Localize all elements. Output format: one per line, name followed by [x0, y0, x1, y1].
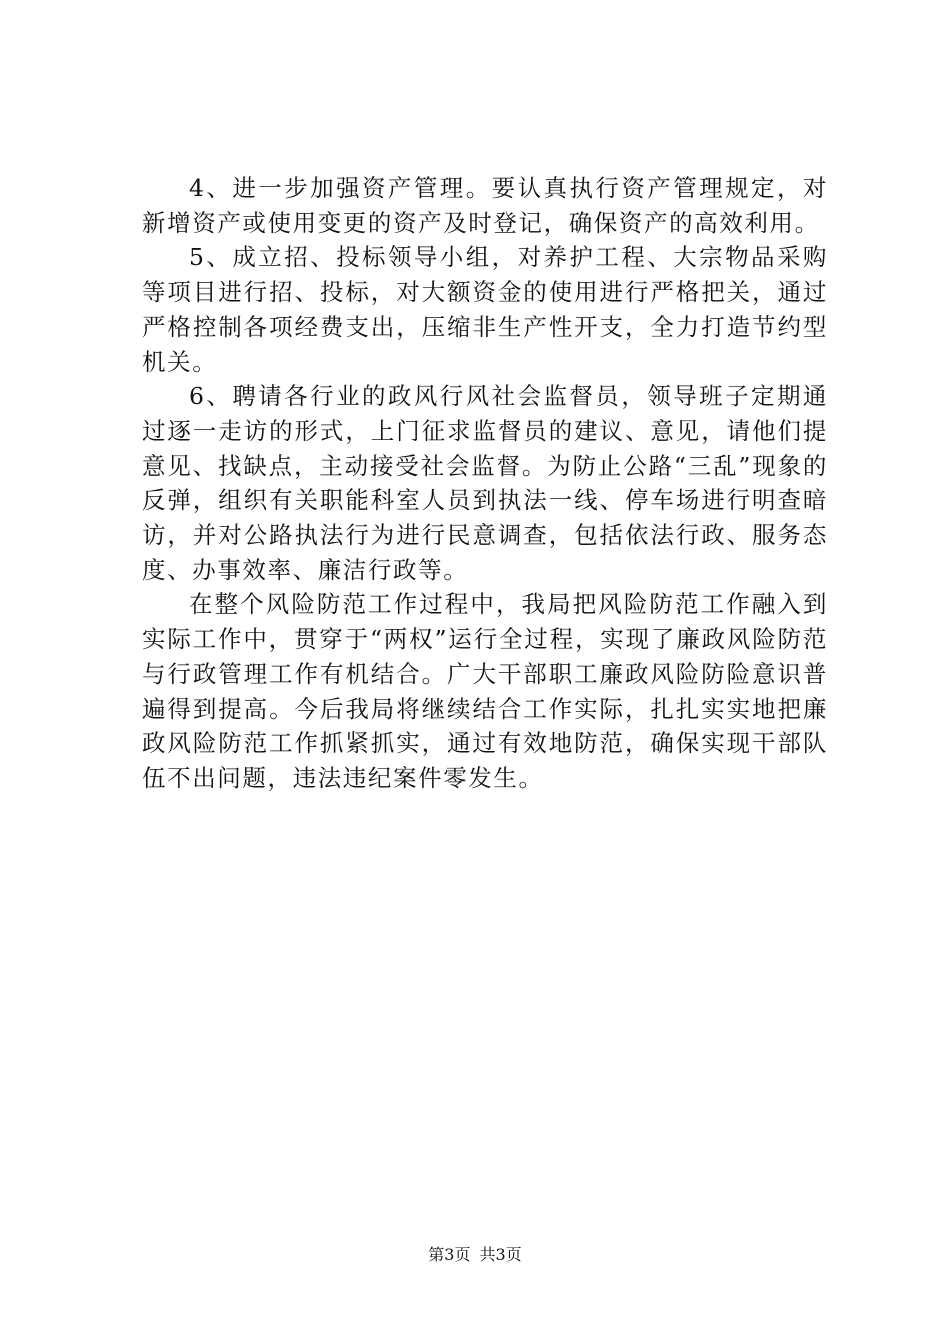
- paragraph-conclusion: 在整个风险防范工作过程中，我局把风险防范工作融入到实际工作中，贯穿于“两权”运行全过程，实现了廉政风险防范与行政管理工作有机结合。广大干部职工廉政风险防险意识普遍得到提高。今后我局将继续结合工作实际，扎扎实实地把廉政风险防范工作抓紧抓实，通过有效地防范，确保实现干部队伍不出问题，违法违纪案件零发生。: [142, 590, 828, 792]
- paragraph-asset-management: 4、进一步加强资产管理。要认真执行资产管理规定，对新增资产或使用变更的资产及时登记，确保资产的高效利用。: [142, 174, 828, 237]
- page-number: 第3页: [428, 1245, 471, 1264]
- document-body: [142, 171, 828, 796]
- page-footer: [0, 1244, 950, 1266]
- page-total: 共3页: [479, 1245, 522, 1264]
- paragraph-bidding-group: 5、成立招、投标领导小组，对养护工程、大宗物品采购等项目进行招、投标，对大额资金的使用进行严格把关，通过严格控制各项经费支出，压缩非生产性开支，全力打造节约型机关。: [142, 243, 828, 376]
- paragraph-social-supervision: 6、聘请各行业的政风行风社会监督员，领导班子定期通过逐一走访的形式，上门征求监督员的建议、意见，请他们提意见、找缺点，主动接受社会监督。为防止公路“三乱”现象的反弹，组织有关职能科室人员到执法一线、停车场进行明查暗访，并对公路执法行为进行民意调查，包括依法行政、服务态度、办事效率、廉洁行政等。: [142, 382, 828, 584]
